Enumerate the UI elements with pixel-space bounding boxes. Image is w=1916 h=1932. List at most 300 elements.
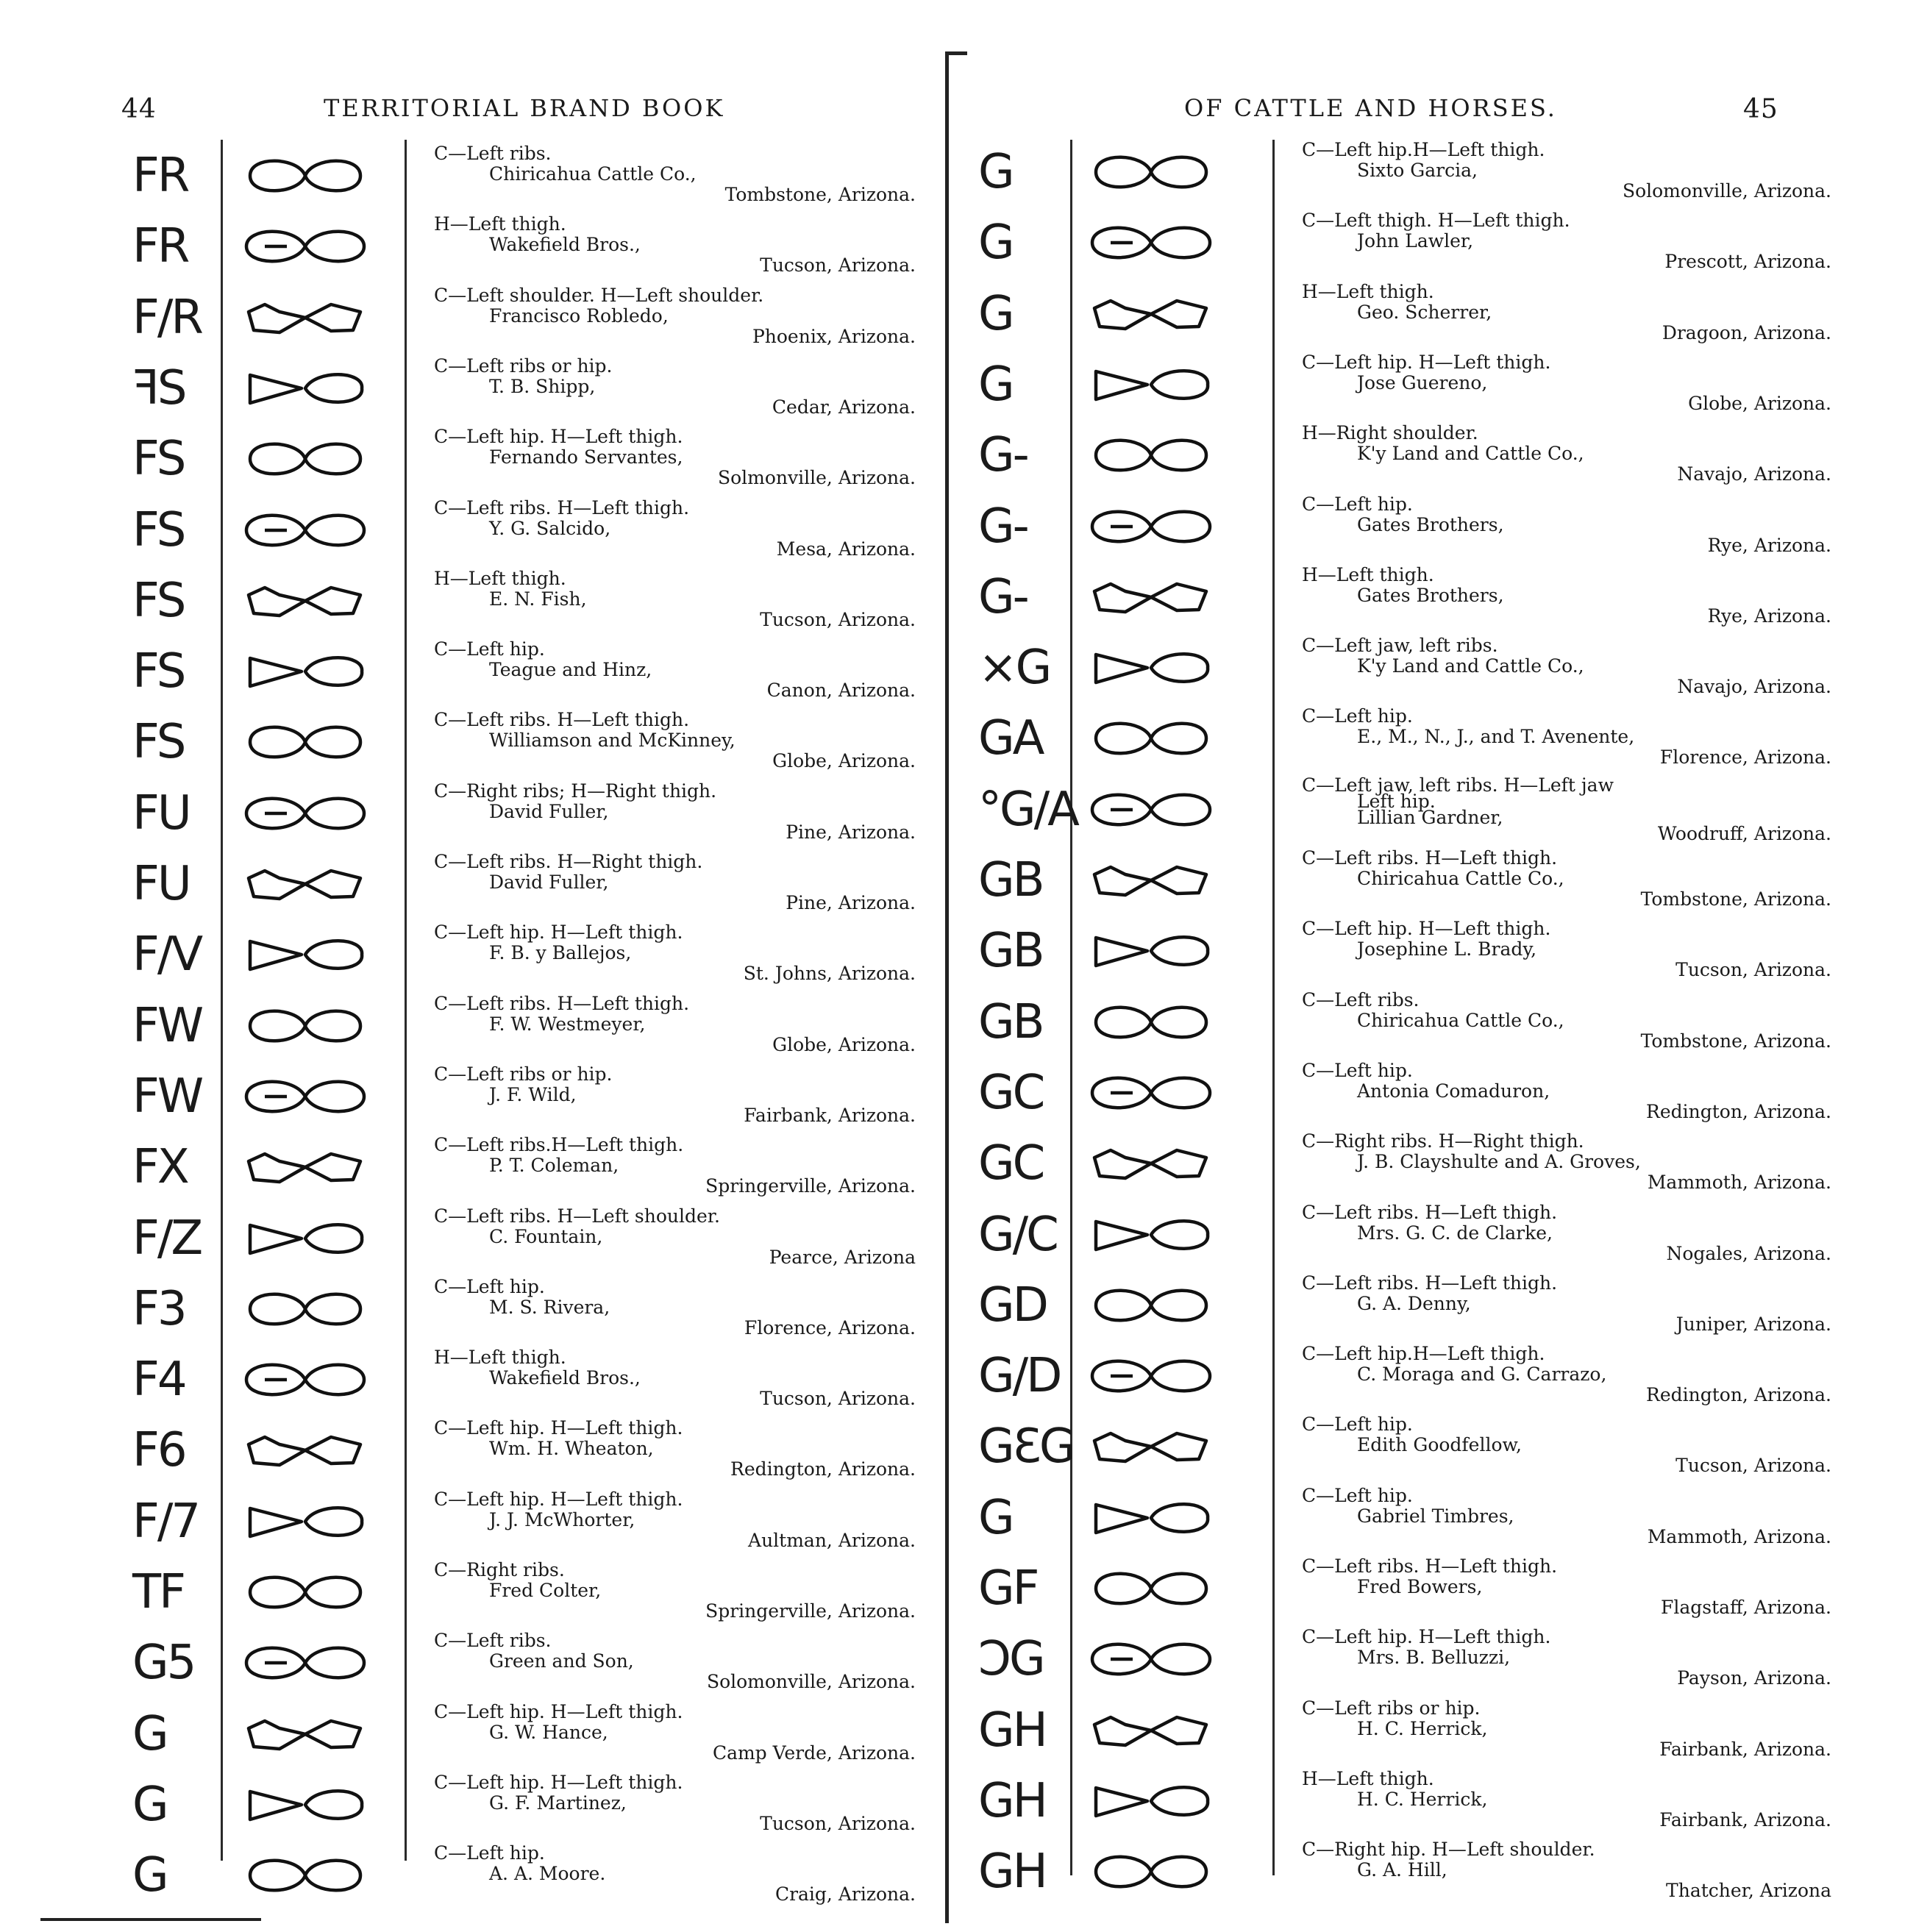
brand-letters: F/Z — [132, 1211, 202, 1266]
brand-letters: F/V — [132, 927, 202, 983]
owner-location: Fairbank, Arizona. — [1659, 1808, 1831, 1831]
earmark-figure-icon — [235, 1564, 375, 1620]
brand-letters: F/7 — [132, 1494, 199, 1549]
owner-location: Rye, Arizona. — [1707, 605, 1831, 627]
owner-name: Wakefield Bros., — [489, 1367, 641, 1389]
brand-entry — [949, 1202, 1912, 1273]
brand-entry-text — [434, 1772, 916, 1834]
earmark-figure-icon — [235, 1777, 375, 1833]
earmark-figure-icon — [235, 573, 375, 629]
owner-name: A. A. Moore. — [489, 1863, 606, 1885]
owner-location: Redington, Arizona. — [1646, 1100, 1831, 1122]
brand-letters: FU — [132, 785, 190, 841]
brand-entry-text — [434, 710, 916, 771]
brand-entry-text — [1302, 1627, 1831, 1689]
owner-name: P. T. Coleman, — [489, 1155, 619, 1177]
earmark-figure-icon — [235, 714, 375, 770]
owner-name: T. B. Shipp, — [489, 375, 596, 397]
owner-location: Globe, Arizona. — [772, 1033, 916, 1055]
owner-location: Pine, Arizona. — [786, 892, 916, 913]
brand-location-marks: C—Left ribs or hip. — [434, 1063, 613, 1085]
brand-entry-text — [1302, 848, 1831, 910]
owner-location: Thatcher, Arizona — [1666, 1880, 1831, 1902]
earmark-figure-icon — [235, 644, 375, 699]
brand-location-marks: C—Left hip. — [434, 1842, 545, 1864]
brand-entry — [949, 423, 1912, 493]
earmark-figure-icon — [235, 856, 375, 912]
brand-letters: F3 — [132, 1281, 185, 1336]
brand-letters: GD — [978, 1277, 1047, 1333]
earmark-figure-icon — [235, 1211, 375, 1266]
brand-letters: FS — [132, 644, 185, 699]
owner-location: Payson, Arizona. — [1677, 1667, 1831, 1689]
brand-location-marks: C—Right ribs. — [434, 1559, 565, 1580]
bottom-rule — [40, 1918, 261, 1921]
earmark-figure-icon — [235, 1494, 375, 1550]
brand-entry — [949, 565, 1912, 635]
earmark-figure-icon — [235, 502, 375, 558]
brand-entry-text — [1302, 706, 1831, 768]
brand-entry — [0, 1489, 941, 1560]
brand-location-marks: C—Left hip. H—Left thigh. — [1302, 351, 1551, 373]
owner-location: Phoenix, Arizona. — [752, 325, 916, 347]
brand-entry — [949, 1698, 1912, 1769]
brand-letters: ꟻS — [132, 360, 185, 416]
brand-letters: F4 — [132, 1352, 185, 1408]
brand-entry — [0, 1206, 941, 1277]
owner-name: Lillian Gardner, — [1357, 806, 1503, 828]
brand-location-marks: H—Right shoulder. — [1302, 422, 1478, 444]
brand-entry — [949, 352, 1912, 423]
brand-letters: G — [132, 1706, 167, 1761]
owner-name: Chiricahua Cattle Co., — [489, 163, 697, 185]
owner-name: F. B. y Ballejos, — [489, 942, 632, 964]
brand-entry-text — [434, 498, 916, 560]
brand-entry — [0, 1418, 941, 1489]
brand-location-marks: C—Left hip. H—Left thigh. — [434, 1488, 683, 1510]
earmark-figure-icon — [235, 431, 375, 487]
brand-letters: FR — [132, 219, 188, 274]
owner-name: C. Moraga and G. Carrazo, — [1357, 1364, 1607, 1386]
brand-entry-text — [434, 143, 916, 205]
brand-entry-text — [434, 1064, 916, 1126]
brand-entry-text — [434, 1630, 916, 1692]
owner-location: Globe, Arizona. — [772, 750, 916, 772]
brand-letters: GƐG — [978, 1419, 1074, 1475]
earmark-figure-icon — [235, 1706, 375, 1762]
brand-entry-text — [434, 994, 916, 1055]
brand-location-marks: C—Right hip. H—Left shoulder. — [1302, 1839, 1595, 1861]
brand-letters: ƆG — [978, 1632, 1044, 1687]
owner-name: Green and Son, — [489, 1650, 634, 1672]
running-head: TERRITORIAL BRAND BOOK — [324, 94, 725, 122]
brand-location-marks: C—Left hip.H—Left thigh. — [1302, 139, 1545, 160]
owner-name: J. B. Clayshulte and A. Groves, — [1357, 1151, 1641, 1173]
brand-letters: F/R — [132, 290, 202, 345]
brand-letters: FX — [132, 1140, 188, 1195]
owner-location: Tucson, Arizona. — [760, 254, 916, 277]
brand-entry — [0, 994, 941, 1064]
brand-location-marks: H—Left thigh. — [434, 213, 566, 235]
brand-location-marks: C—Left ribs.H—Left thigh. — [434, 1134, 684, 1156]
owner-location: Camp Verde, Arizona. — [712, 1742, 916, 1764]
earmark-figure-icon — [1081, 1631, 1221, 1687]
brand-location-marks: C—Left ribs. H—Left thigh. — [434, 496, 690, 518]
owner-location: Juniper, Arizona. — [1675, 1313, 1831, 1335]
owner-location: Prescott, Arizona. — [1664, 251, 1831, 273]
earmark-figure-icon — [1081, 923, 1221, 979]
brand-entry-text — [1302, 1273, 1831, 1335]
owner-location: Nogales, Arizona. — [1666, 1242, 1831, 1264]
owner-name: Gates Brothers, — [1357, 513, 1504, 535]
owner-location: Tombstone, Arizona. — [1640, 888, 1831, 910]
earmark-figure-icon — [235, 1847, 375, 1903]
owner-location: Solomonville, Arizona. — [706, 1671, 916, 1693]
owner-name: H. C. Herrick, — [1357, 1717, 1488, 1739]
owner-name: G. A. Denny, — [1357, 1292, 1471, 1314]
owner-location: Redington, Arizona. — [730, 1458, 916, 1480]
brand-entry-text — [434, 1843, 916, 1905]
owner-name: Fernando Servantes, — [489, 446, 683, 468]
earmark-figure-icon — [235, 998, 375, 1054]
brand-location-marks-cont: Left hip. — [1357, 790, 1436, 812]
brand-location-marks: C—Left hip. — [1302, 493, 1413, 515]
earmark-figure-icon — [1081, 1703, 1221, 1758]
brand-letters: GF — [978, 1561, 1038, 1616]
earmark-figure-icon — [235, 290, 375, 346]
owner-name: David Fuller, — [489, 800, 609, 822]
brand-location-marks: C—Left ribs. H—Left thigh. — [1302, 847, 1558, 869]
earmark-figure-icon — [1081, 427, 1221, 483]
earmark-figure-icon — [1081, 1419, 1221, 1475]
owner-name: Fred Bowers, — [1357, 1576, 1483, 1597]
brand-entry — [949, 706, 1912, 777]
owner-location: Dragoon, Arizona. — [1662, 321, 1831, 343]
brand-entry-text — [1302, 282, 1831, 343]
brand-entry — [0, 1135, 941, 1205]
brand-entry — [949, 1556, 1912, 1627]
brand-location-marks: C—Left ribs. — [1302, 988, 1420, 1010]
brand-letters: GB — [978, 853, 1043, 908]
brand-entry — [0, 1630, 941, 1701]
page-number: 45 — [1743, 94, 1778, 124]
brand-location-marks: C—Left ribs. — [434, 143, 552, 164]
brand-letters: G- — [978, 428, 1028, 483]
brand-entry-text — [1302, 140, 1831, 202]
owner-name: G. A. Hill, — [1357, 1859, 1447, 1881]
owner-name: Fred Colter, — [489, 1580, 602, 1601]
brand-entry — [949, 990, 1912, 1061]
owner-name: J. J. McWhorter, — [489, 1508, 635, 1530]
owner-location: Mammoth, Arizona. — [1647, 1525, 1831, 1547]
brand-letters: FW — [132, 1069, 202, 1124]
owner-name: Wakefield Bros., — [489, 234, 641, 256]
owner-location: Springerville, Arizona. — [705, 1175, 916, 1197]
brand-entry — [949, 848, 1912, 919]
brand-location-marks: C—Left ribs or hip. — [1302, 1697, 1481, 1719]
earmark-figure-icon — [235, 218, 375, 274]
earmark-figure-icon — [1081, 1136, 1221, 1191]
page-number: 44 — [121, 94, 157, 124]
brand-location-marks: C—Left hip. H—Left thigh. — [1302, 1626, 1551, 1648]
owner-location: Florence, Arizona. — [1659, 746, 1831, 769]
brand-entry — [0, 568, 941, 639]
earmark-figure-icon — [235, 1635, 375, 1691]
brand-location-marks: H—Left thigh. — [1302, 1767, 1434, 1789]
owner-location: Tombstone, Arizona. — [1640, 1030, 1831, 1052]
brand-letters: GC — [978, 1136, 1044, 1191]
brand-entry-text — [434, 356, 916, 418]
brand-location-marks: C—Left hip. H—Left thigh. — [434, 1700, 683, 1722]
earmark-figure-icon — [1081, 1348, 1221, 1404]
brand-entry-text — [434, 1489, 916, 1551]
brand-location-marks: C—Left hip. H—Left thigh. — [434, 1417, 683, 1439]
brand-entry-text — [1302, 423, 1831, 485]
owner-location: Tucson, Arizona. — [760, 1388, 916, 1410]
brand-location-marks: C—Left ribs. — [434, 1630, 552, 1652]
earmark-figure-icon — [1081, 1773, 1221, 1829]
owner-location: Redington, Arizona. — [1646, 1384, 1831, 1406]
owner-location: Tucson, Arizona. — [1675, 959, 1831, 981]
brand-location-marks: C—Left hip. — [1302, 1414, 1413, 1436]
brand-entry-text — [434, 852, 916, 913]
owner-name: Williamson and McKinney, — [489, 730, 736, 752]
brand-location-marks: C—Left ribs or hip. — [434, 354, 613, 377]
brand-entry-text — [1302, 1344, 1831, 1405]
brand-letters: GH — [978, 1844, 1046, 1900]
brand-letters: G — [978, 357, 1013, 412]
brand-letters: GH — [978, 1703, 1046, 1758]
brand-entry — [0, 1843, 941, 1914]
owner-name: E. N. Fish, — [489, 588, 587, 610]
owner-location: Aultman, Arizona. — [748, 1529, 916, 1551]
earmark-figure-icon — [1081, 1844, 1221, 1900]
owner-location: Craig, Arizona. — [774, 1883, 916, 1906]
earmark-figure-icon — [1081, 1277, 1221, 1333]
brand-letters: GH — [978, 1773, 1046, 1828]
brand-entry — [0, 285, 941, 356]
brand-location-marks: C—Left jaw, left ribs. H—Left jaw — [1302, 774, 1614, 796]
brand-letters: G- — [978, 569, 1028, 624]
brand-entry — [0, 498, 941, 568]
owner-name: M. S. Rivera, — [489, 1296, 610, 1318]
brand-letters: FS — [132, 573, 185, 628]
owner-location: Solomonville, Arizona. — [1622, 180, 1831, 202]
brand-letters: °G/A — [978, 782, 1078, 837]
owner-location: Navajo, Arizona. — [1677, 463, 1831, 485]
brand-entry-text — [1302, 1556, 1831, 1618]
brand-letters: GA — [978, 711, 1043, 766]
brand-entry-text — [1302, 565, 1831, 627]
owner-location: Tucson, Arizona. — [760, 1812, 916, 1834]
brand-entry — [949, 282, 1912, 352]
brand-entry — [949, 1344, 1912, 1414]
brand-entry-text — [1302, 494, 1831, 556]
owner-location: Pearce, Arizona — [769, 1246, 916, 1268]
earmark-figure-icon — [1081, 569, 1221, 625]
brand-location-marks: C—Left ribs. H—Left thigh. — [1302, 1272, 1558, 1294]
brand-entry — [0, 1560, 941, 1630]
owner-name: Antonia Comaduron, — [1357, 1080, 1550, 1102]
brand-entry-text — [434, 285, 916, 347]
brand-entry-text — [1302, 774, 1831, 844]
earmark-figure-icon — [1081, 640, 1221, 696]
brand-location-marks: C—Left jaw, left ribs. — [1302, 635, 1498, 657]
owner-name: Y. G. Salcido, — [489, 517, 611, 539]
earmark-figure-icon — [235, 927, 375, 983]
earmark-figure-icon — [1081, 357, 1221, 413]
brand-location-marks: C—Left hip. — [1302, 1484, 1413, 1506]
brand-entry-text — [434, 1206, 916, 1268]
earmark-figure-icon — [1081, 994, 1221, 1050]
owner-location: St. Johns, Arizona. — [743, 963, 916, 985]
earmark-figure-icon — [235, 360, 375, 416]
brand-letters: G — [978, 286, 1013, 341]
owner-location: Globe, Arizona. — [1688, 392, 1831, 414]
earmark-figure-icon — [1081, 1490, 1221, 1546]
earmark-figure-icon — [1081, 852, 1221, 908]
brand-entry — [0, 1347, 941, 1418]
brand-location-marks: C—Left ribs. H—Right thigh. — [434, 851, 703, 872]
owner-name: Wm. H. Wheaton, — [489, 1438, 654, 1460]
brand-entry-text — [434, 1418, 916, 1480]
brand-entry-text — [1302, 352, 1831, 414]
brand-entry-text — [1302, 919, 1831, 980]
brand-letters: FR — [132, 149, 188, 203]
earmark-figure-icon — [1081, 144, 1221, 200]
brand-entry-text — [434, 781, 916, 843]
left-page — [0, 0, 949, 1932]
brand-entry-text — [1302, 635, 1831, 697]
brand-letters: FU — [132, 857, 190, 911]
owner-location: Florence, Arizona. — [744, 1316, 916, 1339]
brand-location-marks: C—Left hip. H—Left thigh. — [434, 1771, 683, 1793]
owner-location: Pine, Arizona. — [786, 821, 916, 843]
brand-entry-text — [434, 1347, 916, 1409]
brand-entry — [949, 1627, 1912, 1697]
brand-letters: GB — [978, 924, 1043, 979]
brand-entry-text — [434, 568, 916, 630]
owner-name: David Fuller, — [489, 871, 609, 893]
brand-entry-text — [1302, 1769, 1831, 1831]
brand-letters: G/D — [978, 1349, 1061, 1404]
brand-entry — [949, 210, 1912, 281]
brand-entry-text — [1302, 1839, 1831, 1901]
brand-entry — [0, 1772, 941, 1843]
owner-location: Cedar, Arizona. — [772, 396, 916, 418]
earmark-figure-icon — [1081, 1207, 1221, 1263]
brand-entry-text — [1302, 1486, 1831, 1547]
owner-name: K'y Land and Cattle Co., — [1357, 655, 1584, 677]
brand-location-marks: C—Left shoulder. H—Left shoulder. — [434, 284, 764, 306]
earmark-figure-icon — [1081, 710, 1221, 766]
owner-location: Mammoth, Arizona. — [1647, 1172, 1831, 1194]
brand-entry — [949, 1486, 1912, 1556]
brand-location-marks: C—Left hip. — [1302, 705, 1413, 727]
owner-location: Tucson, Arizona. — [760, 608, 916, 630]
brand-entry-text — [1302, 210, 1831, 272]
owner-name: Chiricahua Cattle Co., — [1357, 868, 1564, 889]
owner-name: Edith Goodfellow, — [1357, 1434, 1522, 1456]
owner-location: Woodruff, Arizona. — [1657, 822, 1831, 844]
brand-location-marks: H—Left thigh. — [1302, 563, 1434, 585]
brand-entry-text — [434, 922, 916, 984]
earmark-figure-icon — [1081, 782, 1221, 838]
brand-letters: GC — [978, 1065, 1044, 1120]
brand-entry — [0, 710, 941, 780]
owner-name: Gabriel Timbres, — [1357, 1505, 1514, 1527]
brand-letters: G — [978, 215, 1013, 271]
owner-location: Solmonville, Arizona. — [717, 467, 916, 489]
owner-name: J. F. Wild, — [489, 1083, 577, 1105]
owner-location: Flagstaff, Arizona. — [1661, 1597, 1831, 1618]
brand-entry-text — [1302, 1414, 1831, 1476]
brand-location-marks: C—Left ribs. H—Left thigh. — [1302, 1555, 1558, 1577]
brand-entry — [949, 1414, 1912, 1485]
earmark-figure-icon — [235, 148, 375, 204]
brand-entry-text — [434, 214, 916, 276]
brand-letters: ×G — [978, 641, 1050, 696]
brand-entry — [0, 639, 941, 710]
brand-location-marks: C—Left ribs. H—Left shoulder. — [434, 1205, 720, 1227]
earmark-figure-icon — [1081, 1065, 1221, 1121]
earmark-figure-icon — [235, 1139, 375, 1195]
brand-location-marks: C—Right ribs; H—Right thigh. — [434, 780, 717, 802]
brand-entry-text — [1302, 990, 1831, 1052]
brand-entry-text — [434, 1277, 916, 1339]
brand-entry-text — [434, 427, 916, 488]
brand-entry — [949, 1061, 1912, 1131]
owner-name: John Lawler, — [1357, 230, 1474, 252]
owner-name: Jose Guereno, — [1357, 371, 1488, 393]
brand-letters: FW — [132, 998, 202, 1053]
brand-entry — [0, 781, 941, 852]
brand-entry — [949, 774, 1912, 848]
brand-entry — [0, 214, 941, 285]
brand-entry-text — [1302, 1698, 1831, 1760]
earmark-figure-icon — [1081, 215, 1221, 271]
owner-name: H. C. Herrick, — [1357, 1788, 1488, 1810]
earmark-figure-icon — [235, 1069, 375, 1124]
earmark-figure-icon — [1081, 499, 1221, 555]
brand-entry-text — [1302, 1061, 1831, 1122]
brand-letters: G — [978, 145, 1013, 199]
owner-location: Tucson, Arizona. — [1675, 1455, 1831, 1477]
owner-name: C. Fountain, — [489, 1225, 603, 1247]
earmark-figure-icon — [1081, 286, 1221, 342]
running-head: OF CATTLE AND HORSES. — [1184, 94, 1557, 122]
brand-entry — [0, 1277, 941, 1347]
brand-entry-text — [434, 1135, 916, 1197]
earmark-figure-icon — [235, 785, 375, 841]
brand-location-marks: C—Left hip.H—Left thigh. — [1302, 1343, 1545, 1365]
brand-location-marks: H—Left thigh. — [434, 567, 566, 589]
brand-entry-text — [434, 1702, 916, 1764]
brand-entry — [949, 1273, 1912, 1344]
brand-entry — [949, 1769, 1912, 1839]
brand-entry — [0, 1702, 941, 1772]
brand-location-marks: C—Left hip. H—Left thigh. — [434, 922, 683, 944]
brand-location-marks: H—Left thigh. — [434, 1347, 566, 1369]
brand-letters: G — [132, 1777, 167, 1832]
brand-entry — [949, 1131, 1912, 1202]
brand-letters: G/C — [978, 1207, 1057, 1262]
brand-letters: G- — [978, 499, 1028, 554]
brand-location-marks: C—Left ribs. H—Left thigh. — [1302, 1201, 1558, 1223]
brand-letters: G — [132, 1848, 167, 1903]
brand-letters: FS — [132, 432, 185, 487]
brand-entry-text — [1302, 1131, 1831, 1193]
